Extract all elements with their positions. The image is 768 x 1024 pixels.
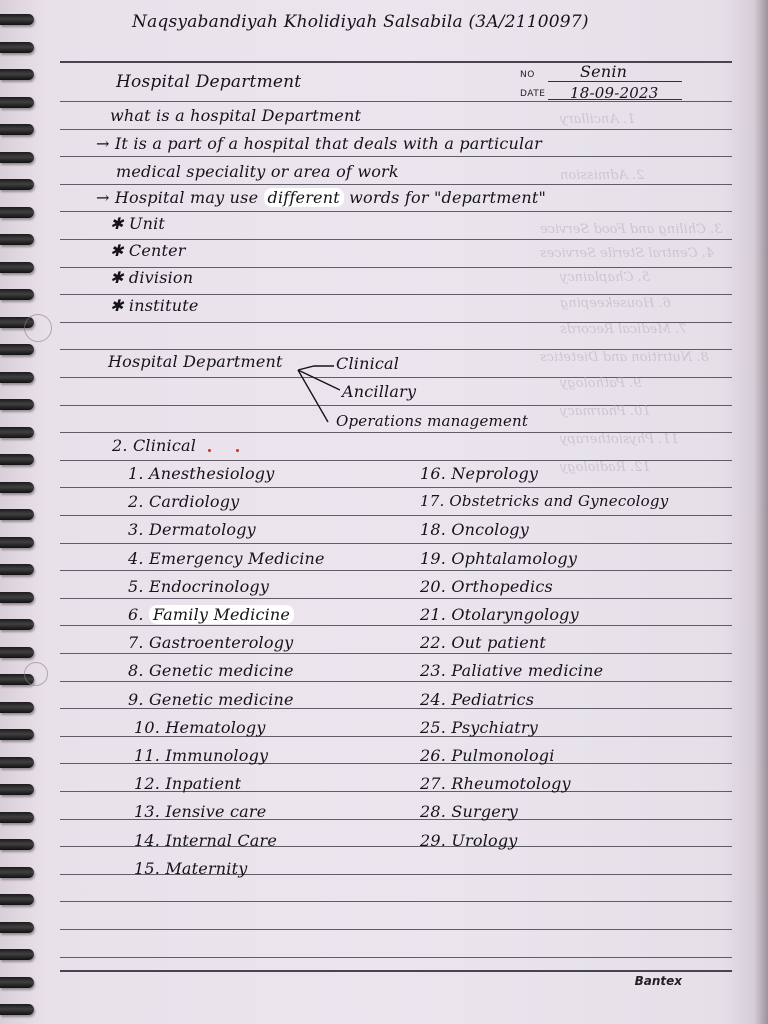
department-item: 21. Otolaryngology	[420, 605, 579, 624]
ruled-line	[60, 129, 732, 130]
date-text: 18-09-2023	[570, 84, 659, 102]
intro-question: what is a hospital Department	[110, 106, 362, 125]
department-item: 23. Paliative medicine	[420, 661, 604, 680]
department-item	[128, 605, 294, 624]
intro-line-3	[96, 188, 546, 207]
department-item: 12. Inpatient	[134, 774, 242, 793]
no-label: NO	[520, 70, 535, 80]
ruled-line	[60, 543, 732, 544]
ruled-line	[60, 184, 732, 185]
spiral-ring	[0, 977, 34, 988]
ruled-line	[60, 515, 732, 516]
ruled-line	[60, 570, 732, 571]
department-item: 29. Urology	[420, 831, 518, 850]
spiral-ring	[0, 784, 34, 795]
spiral-ring	[0, 702, 34, 713]
ink-dot	[236, 449, 239, 452]
diagram-brackets	[290, 356, 340, 430]
department-item-number: 6.	[128, 605, 149, 624]
synonym-item: ✱ division	[110, 268, 194, 287]
department-item: 9. Genetic medicine	[128, 690, 294, 709]
spiral-ring	[0, 399, 34, 410]
header-rule	[60, 61, 732, 63]
spiral-ring	[0, 867, 34, 878]
spiral-ring	[0, 289, 34, 300]
department-item: 26. Pulmonologi	[420, 746, 555, 765]
spiral-ring	[0, 894, 34, 905]
department-item: 28. Surgery	[420, 802, 519, 821]
spiral-ring	[0, 179, 34, 190]
brand-logo: Bantex	[634, 974, 682, 988]
spiral-ring	[0, 14, 34, 25]
footer-rule	[60, 970, 732, 972]
student-name: Naqsyabandiyah Kholidiyah Salsabila (3A/2110097)	[132, 12, 589, 32]
spiral-ring	[0, 509, 34, 520]
spiral-ring	[0, 152, 34, 163]
department-item: 11. Immunology	[134, 746, 269, 765]
spiral-ring	[0, 482, 34, 493]
page-edge-shadow	[754, 0, 768, 1024]
department-item: 14. Internal Care	[134, 831, 278, 850]
diagram-branch-clinical: Clinical	[336, 354, 400, 373]
spiral-ring	[0, 454, 34, 465]
ruled-line	[60, 653, 732, 654]
intro-line-3-start: → Hospital may use	[96, 188, 264, 207]
spiral-ring	[0, 592, 34, 603]
department-item: 16. Neprology	[420, 464, 539, 483]
diagram-branch-operations: Operations management	[336, 412, 529, 430]
department-item: 7. Gastroenterology	[128, 633, 294, 652]
department-item: 5. Endocrinology	[128, 577, 270, 596]
ruled-line	[60, 625, 732, 626]
spiral-ring	[0, 757, 34, 768]
ruled-line	[60, 156, 732, 157]
synonym-item: ✱ Unit	[110, 214, 166, 233]
spiral-ring	[0, 537, 34, 548]
department-item: 22. Out patient	[420, 633, 546, 652]
department-item: 24. Pediatrics	[420, 690, 535, 709]
ink-dot	[208, 449, 211, 452]
intro-line-2: medical speciality or area of work	[116, 162, 399, 181]
department-item: 8. Genetic medicine	[128, 661, 294, 680]
branch-line-clinical	[298, 366, 334, 370]
section-heading: 2. Clinical	[112, 436, 197, 455]
spiral-ring	[0, 812, 34, 823]
day-text: Senin	[580, 62, 628, 81]
department-item: 2. Cardiology	[128, 492, 240, 511]
ruled-line	[60, 957, 732, 958]
diagram-branch-ancillary: Ancillary	[342, 382, 417, 401]
department-item: 1. Anesthesiology	[128, 464, 275, 483]
department-item: 19. Ophtalamology	[420, 549, 578, 568]
spiral-ring	[0, 262, 34, 273]
spiral-ring	[0, 234, 34, 245]
intro-line-1: → It is a part of a hospital that deals with a particular	[96, 134, 542, 153]
department-item: 10. Hematology	[134, 718, 266, 737]
binder-hole-outline	[24, 314, 52, 342]
spiral-ring	[0, 97, 34, 108]
ruled-line	[60, 598, 732, 599]
spiral-ring	[0, 647, 34, 658]
department-item: 3. Dermatology	[128, 520, 256, 539]
spiral-ring	[0, 619, 34, 630]
ruled-line	[60, 901, 732, 902]
ruled-line	[60, 681, 732, 682]
spiral-ring	[0, 124, 34, 135]
department-item: 25. Psychiatry	[420, 718, 538, 737]
spiral-ring	[0, 729, 34, 740]
page-topic: Hospital Department	[116, 72, 302, 92]
department-item: 20. Orthopedics	[420, 577, 553, 596]
ruled-line	[60, 294, 732, 295]
intro-line-3-end: words for "department"	[343, 188, 547, 207]
notebook-page: 1. Ancillary 2. Admission 3. Chiling and Food Service 4. Central Sterile Services 5. Chaplaincy 6. Housekeeping 7. Medical Records 8. Nutrition and Dietetics 9. Pathology 10. Pharmacy 11. Physiotherapy 12. Radiology Naqsyabandiyah Kholidiyah Salsabila (3A/2110097) Hospital Department NO DATE Senin 18-09-2023 what is a hospital Department → It is a part of a hospital that deals with a particular medical speciality or area of work → Hospital may use different words for "department" ✱ Unit ✱ Center ✱ division ✱ institute Hospital Department Clinical Ancillary Operations management 2. Clinical 1. Anesthesiology 2. Cardiology 3. Dermatology 4. Emergency Medicine 5. Endocrinology 6. Family Medicine 7. Gastroenterology 8. Genetic medicine 9. Genetic medicine 10. Hematology 11. Immunology 12. Inpatient 13. Iensive care 14. Internal Care 15. Maternity 16. Neprology 17. Obstetricks and Gynecology 18. Oncology 19. Ophtalamology 20. Orthopedics 21. Otolaryngology 22. Out patient 23. Paliative medicine 24. Pediatrics 25. Psychiatry 26. Pulmonologi 27. Rheumotology 28. Surgery 29. Urology Bantex	[0, 0, 768, 1024]
spiral-ring	[0, 207, 34, 218]
highlighted-department: Family Medicine	[149, 605, 294, 624]
spiral-ring	[0, 372, 34, 383]
binder-hole-outline	[24, 662, 48, 686]
spiral-ring	[0, 69, 34, 80]
department-item: 17. Obstetricks and Gynecology	[420, 492, 669, 510]
department-item: 18. Oncology	[420, 520, 529, 539]
no-underline	[548, 81, 682, 82]
spiral-ring	[0, 427, 34, 438]
ruled-line	[60, 211, 732, 212]
diagram-root: Hospital Department	[108, 352, 283, 371]
spiral-ring	[0, 42, 34, 53]
highlighted-word: different	[264, 188, 344, 207]
department-item: 15. Maternity	[134, 859, 248, 878]
department-item: 13. Iensive care	[134, 802, 267, 821]
spiral-ring	[0, 922, 34, 933]
department-item: 4. Emergency Medicine	[128, 549, 325, 568]
spiral-ring	[0, 344, 34, 355]
ruled-line	[60, 929, 732, 930]
synonym-item: ✱ institute	[110, 296, 199, 315]
spiral-ring	[0, 1004, 34, 1015]
department-item: 27. Rheumotology	[420, 774, 571, 793]
spiral-ring	[0, 949, 34, 960]
spiral-ring	[0, 839, 34, 850]
ruled-line	[60, 487, 732, 488]
spiral-ring	[0, 564, 34, 575]
date-label: DATE	[520, 89, 546, 99]
ruled-line	[60, 239, 732, 240]
synonym-item: ✱ Center	[110, 241, 186, 260]
